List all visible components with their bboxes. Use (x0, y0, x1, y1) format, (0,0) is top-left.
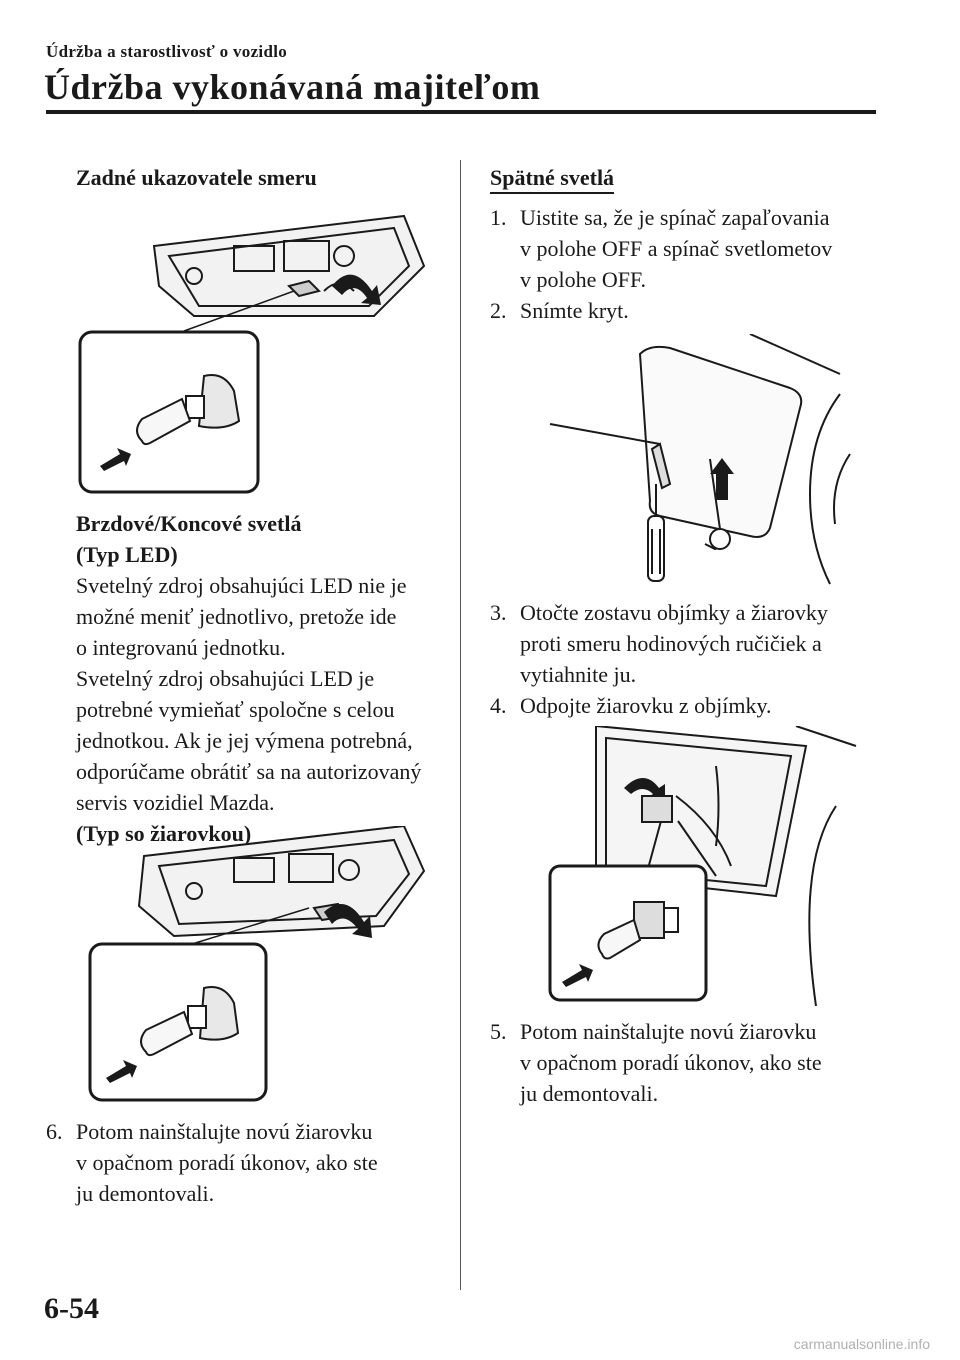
right-step-1: 1. Uistite sa, že je spínač zapaľovania v polohe OFF a spínač svetlometov v polohe OFF. (490, 205, 833, 292)
backup-lights-heading: Spätné svetlá (490, 162, 614, 193)
led-type-label: (Typ LED) (76, 542, 178, 567)
breadcrumb: Údržba a starostlivosť o vozidlo (46, 42, 288, 61)
bulb-type-label: (Typ so žiarovkou) (76, 821, 252, 846)
brake-lamp-illustration (84, 826, 434, 1104)
led-description: Svetelný zdroj obsahujúci LED nie je možné meniť jednotlivo, pretože ide o integrovanú jednotku. Svetelný zdroj obsahujúci LED je potrebné vymieňať spoločne s celou jednotkou. Ak je jej výmena potrebná, odporúčame obrátiť sa na autorizovaný servis vozidiel Mazda. (76, 573, 422, 815)
right-step-4: 4. Odpojte žiarovku z objímky. (490, 693, 772, 718)
page-number: 6-54 (44, 1292, 99, 1325)
rear-turn-illustration (74, 206, 434, 496)
left-step-6: 6. Potom nainštalujte novú žiarovku v opačnom poradí úkonov, ako ste ju demontovali. (46, 1119, 378, 1206)
watermark: carmanualsonline.info (793, 1336, 930, 1352)
right-step-3: 3. Otočte zostavu objímky a žiarovky proti smeru hodinových ručičiek a vytiahnite ju. (490, 600, 828, 687)
rear-turn-heading: Zadné ukazovatele smeru (76, 165, 317, 190)
brake-heading: Brzdové/Koncové svetlá (76, 511, 302, 536)
socket-bulb-illustration (546, 726, 862, 1006)
header-rule (46, 110, 876, 114)
page-title: Údržba vykonávaná majiteľom (44, 67, 541, 107)
cover-removal-illustration (540, 334, 860, 594)
right-step-2: 2. Snímte kryt. (490, 298, 629, 323)
column-divider (460, 160, 461, 1290)
right-step-5: 5. Potom nainštalujte novú žiarovku v opačnom poradí úkonov, ako ste ju demontovali. (490, 1019, 822, 1106)
